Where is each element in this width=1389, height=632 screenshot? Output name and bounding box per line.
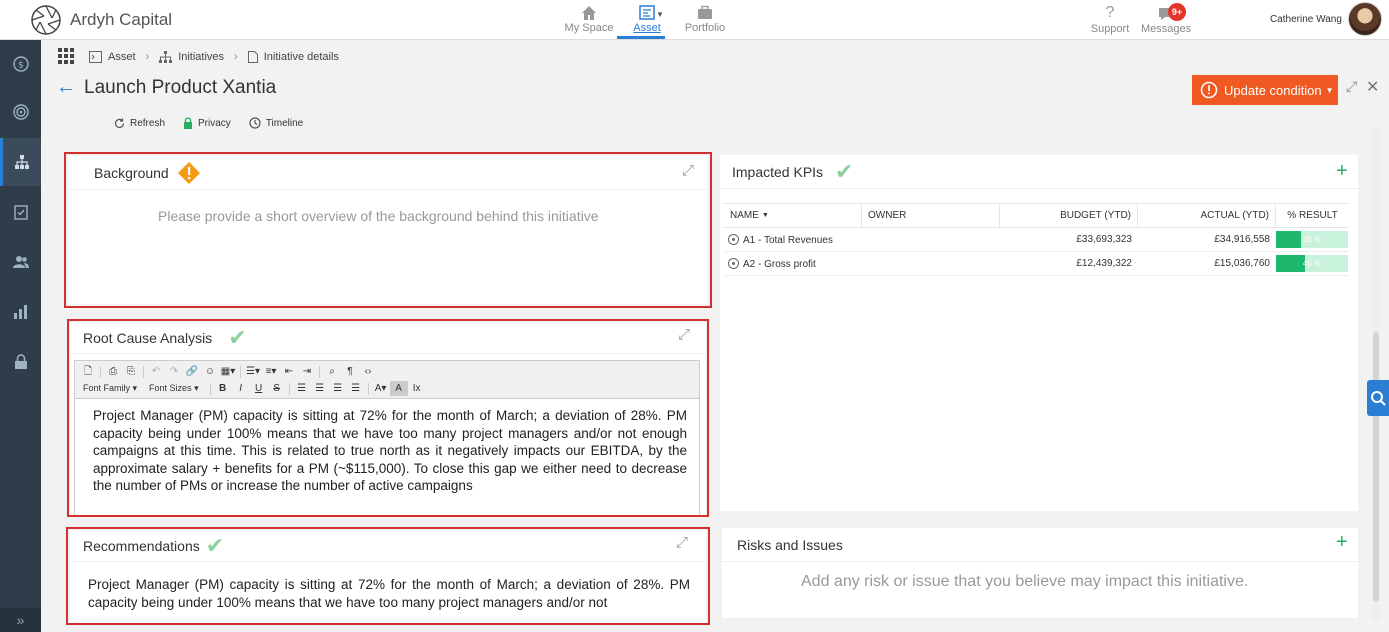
risks-placeholder[interactable]: Add any risk or issue that you believe may impact this initiative. [801,573,1249,590]
sidebar-expand-icon[interactable]: » [0,608,41,632]
new-document-icon[interactable]: 🗋 [83,366,93,377]
align-justify-icon[interactable]: ☰ [351,383,361,394]
recommendations-title: Recommendations [83,537,200,554]
column-name[interactable]: NAME ▼ [724,204,862,227]
background-color-icon[interactable]: A [390,381,408,396]
kpis-panel-header [720,155,1358,189]
check-icon: ✔ [228,324,247,350]
sidebar-item-goals[interactable] [0,88,41,136]
refresh-button[interactable]: Refresh [114,117,165,129]
indent-icon[interactable]: ⇥ [302,366,312,377]
close-icon[interactable]: ✕ [1366,79,1380,96]
root-cause-highlight-border [67,319,709,517]
caret-down-icon: ▼ [1325,85,1334,95]
sidebar-item-initiatives[interactable] [0,138,41,186]
strikethrough-icon[interactable]: S [273,383,280,394]
lock-icon [12,353,30,371]
risks-issues-panel [722,528,1358,618]
clear-format-icon[interactable]: Ix [412,383,421,394]
add-kpi-icon[interactable]: + [1336,160,1348,182]
add-risk-icon[interactable]: + [1336,531,1348,553]
text-color-icon[interactable]: A▾ [374,383,387,394]
breadcrumb-asset[interactable]: Asset [89,51,136,63]
sidebar [0,40,41,632]
risks-panel-header [722,528,1358,562]
breadcrumb-initiative-details: Initiative details [248,51,339,63]
kpi-table [724,203,1349,276]
sidebar-item-tasks[interactable] [0,188,41,236]
chevron-right-icon: › [234,50,238,63]
clock-icon [249,117,261,129]
emoticon-icon[interactable]: ☺ [204,366,216,377]
redo-icon[interactable]: ↷ [169,366,179,377]
outdent-icon[interactable]: ⇤ [284,366,294,377]
expand-icon[interactable]: ⤢ [678,326,691,343]
dollar-cycle-icon [12,55,30,73]
table-row[interactable]: A2 - Gross profit £12,439,322 £15,036,760 40 % [724,252,1349,276]
help-search-button[interactable] [1367,380,1389,416]
nav-my-space[interactable]: My Space [560,2,618,34]
root-cause-title: Root Cause Analysis [83,329,213,346]
bullet-list-icon[interactable]: ☰▾ [246,366,260,377]
asset-icon [638,4,656,22]
column-result[interactable]: % RESULT [1287,210,1338,221]
result-bar: 35 % [1276,231,1348,248]
asset-icon [89,51,102,63]
find-icon[interactable]: ⌕ [329,366,335,377]
sidebar-item-security[interactable] [0,338,41,386]
asset-dropdown-caret-icon[interactable]: ▼ [656,10,664,19]
expand-icon[interactable]: ⤢ [676,534,689,551]
check-icon: ✔ [205,532,225,558]
align-left-icon[interactable]: ☰ [297,383,307,394]
back-arrow-icon[interactable]: ← [56,76,76,98]
sidebar-item-reports[interactable] [0,288,41,336]
expand-icon[interactable]: ⤢ [1346,78,1358,94]
alert-bubble-icon [1200,81,1218,99]
bold-icon[interactable]: B [218,383,227,394]
background-highlight-border [64,152,712,308]
clipboard-check-icon [12,203,30,221]
expand-row-icon[interactable] [728,234,739,245]
question-icon: ? [1105,4,1115,21]
expand-icon[interactable]: ⤢ [682,162,695,179]
home-icon [580,4,598,22]
avatar[interactable] [1348,2,1382,36]
kpis-title: Impacted KPIs [732,163,824,180]
app-grid-icon[interactable] [58,48,75,65]
table-icon[interactable]: ▦▾ [220,366,236,377]
underline-icon[interactable]: U [254,383,263,394]
nav-support[interactable]: ? Support [1085,3,1135,35]
background-placeholder[interactable]: Please provide a short overview of the background behind this initiative [158,208,599,224]
top-bar [0,0,1389,40]
recommendations-highlight-border [66,527,710,625]
nav-portfolio[interactable]: Portfolio [676,2,734,34]
column-actual[interactable]: ACTUAL (YTD) [1138,204,1276,227]
user-name[interactable]: Catherine Wang [1270,14,1342,25]
privacy-button[interactable]: Privacy [183,117,231,129]
risks-title: Risks and Issues [737,536,843,553]
breadcrumb [58,48,339,65]
source-code-icon[interactable]: ‹› [364,366,372,377]
bar-chart-icon [12,303,30,321]
scrollbar-thumb[interactable] [1373,332,1379,602]
nav-messages[interactable]: Messages [1141,3,1191,35]
align-right-icon[interactable]: ☰ [333,383,343,394]
recommendations-text[interactable]: Project Manager (PM) capacity is sitting at 72% for the month of March; a deviation of 28%. PM capacity being under 100% means that we have too many project managers and/or not [88,577,690,610]
kpi-table-header [724,203,1349,228]
timeline-button[interactable]: Timeline [249,117,303,129]
update-condition-button[interactable]: Update condition ▼ [1192,75,1338,105]
page-toolbar [114,117,321,129]
briefcase-icon [696,4,714,22]
font-sizes-select[interactable]: Font Sizes ▾ [149,383,199,393]
font-family-select[interactable]: Font Family ▾ [83,383,138,393]
column-owner[interactable]: OWNER [862,204,1000,227]
background-title: Background [94,164,169,181]
result-bar: 40 % [1276,255,1348,272]
table-row[interactable]: A1 - Total Revenues £33,693,323 £34,916,558 35 % [724,228,1349,252]
italic-icon[interactable]: I [239,383,242,394]
breadcrumb-initiatives[interactable]: Initiatives [159,51,224,63]
document-icon [248,51,258,63]
print-icon[interactable]: ⎙ [109,366,117,377]
undo-icon[interactable]: ↶ [151,366,161,377]
lock-icon [183,117,193,129]
align-center-icon[interactable]: ☰ [315,383,325,394]
sort-caret-icon: ▼ [761,212,769,219]
root-cause-text[interactable]: Project Manager (PM) capacity is sitting at 72% for the month of March; a deviation of 28%. PM capacity being under 100% means that we have too many project managers and/or not enough campaigns at this time. This is related to true north as it negatively impacts our EBITDA, by the approximate salary + benefits for a PM (~$115,000). To close this gap we either need to decrease the number of PMs or increase the number of active campaigns [93,408,687,494]
target-icon [12,103,30,121]
refresh-icon [114,118,125,129]
messages-badge: 9+ [1168,3,1186,21]
search-icon [1370,390,1386,406]
aperture-logo-icon [30,4,62,36]
paragraph-icon[interactable]: ¶ [347,366,353,377]
users-icon [12,253,30,271]
sidebar-item-people[interactable] [0,238,41,286]
expand-row-icon[interactable] [728,258,739,269]
brand[interactable] [30,4,172,36]
column-budget[interactable]: BUDGET (YTD) [1000,204,1138,227]
numbered-list-icon[interactable]: ≡▾ [265,366,277,377]
page-title: Launch Product Xantia [84,76,277,98]
paste-icon[interactable]: ⎘ [127,366,135,377]
app-name: Ardyh Capital [70,10,173,29]
hierarchy-icon [159,51,172,63]
check-icon: ✔ [835,158,854,184]
link-icon[interactable]: 🔗 [185,366,199,377]
chevron-right-icon: › [145,50,150,63]
main-nav [560,2,734,34]
sidebar-item-finance[interactable] [0,40,41,88]
title-row [56,76,276,99]
nav-active-indicator [617,36,665,39]
nav-asset[interactable]: Asset [618,2,676,34]
svg-text:$: $ [17,60,24,71]
hierarchy-icon [13,153,31,171]
